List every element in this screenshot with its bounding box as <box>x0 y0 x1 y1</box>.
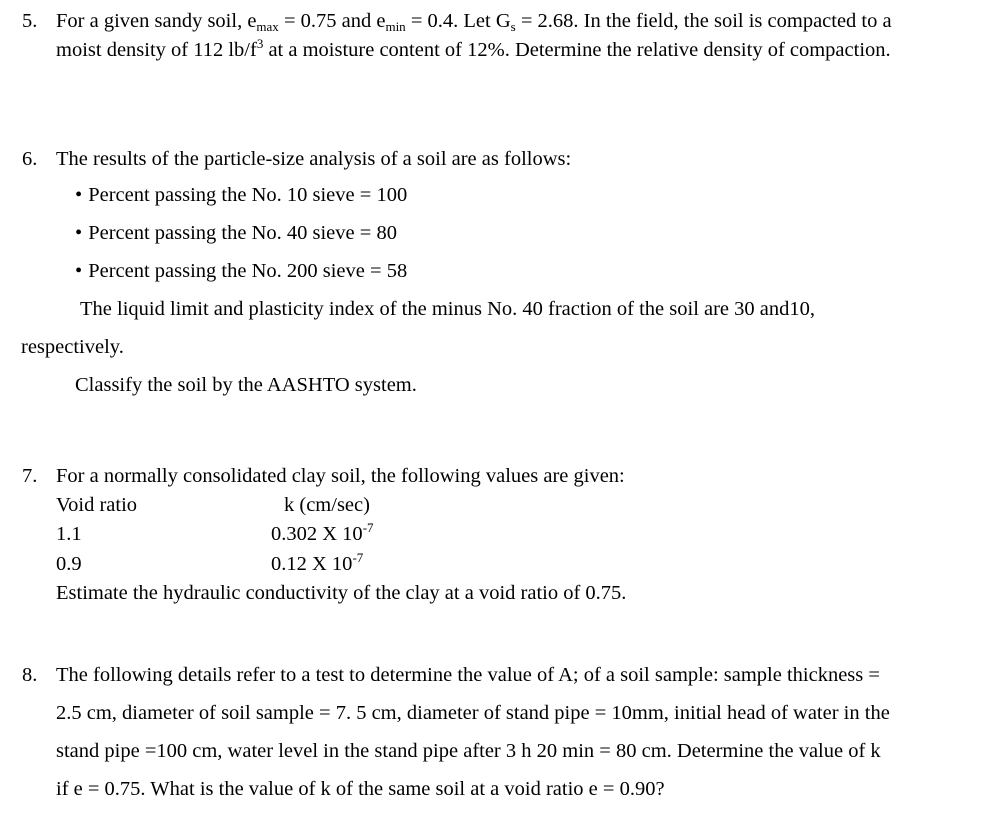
question-text-line: The results of the particle-size analysis of a soil are as follows: <box>56 148 572 170</box>
question-text-line: 2.5 cm, diameter of soil sample = 7. 5 cm, diameter of stand pipe = 10mm, initial head of water in the <box>56 702 890 724</box>
question-text-line: For a given sandy soil, $e_{max} = 0.75$ and $e_{min} = 0.4$. Let $G_s = 2.68$. In the field, the soil is compacted to a <box>56 10 892 34</box>
bullet-icon: • <box>75 184 83 206</box>
list-item: • Percent passing the No. 40 sieve = 80 <box>75 222 397 244</box>
table-header-void-ratio: Void ratio <box>56 494 138 516</box>
question-text-line: moist density of 112 $lb/f^3$ at a moisture content of 12%. Determine the relative density of compaction. <box>56 36 891 61</box>
question-number: 5. <box>22 10 38 32</box>
bullet-icon: • <box>75 260 83 282</box>
table-cell-k: 0.302 X $10^{-7}$ <box>271 520 374 545</box>
table-cell-void-ratio: 1.1 <box>56 523 82 545</box>
question-text-line: respectively. <box>21 336 124 358</box>
question-number: 6. <box>22 148 38 170</box>
list-item: • Percent passing the No. 200 sieve = 58 <box>75 260 408 282</box>
question-text-line: The following details refer to a test to determine the value of A; of a soil sample: sample thickness = <box>56 664 880 686</box>
table-header-k: k (cm/sec) <box>284 494 370 516</box>
question-text-line: stand pipe =100 cm, water level in the stand pipe after 3 h 20 min = 80 cm. Determine the value of k <box>56 740 881 762</box>
list-item: • Percent passing the No. 10 sieve = 100 <box>75 184 408 206</box>
question-text-line: The liquid limit and plasticity index of the minus No. 40 fraction of the soil are 30 and10, <box>80 298 816 320</box>
question-text-line: if e = 0.75. What is the value of k of the same soil at a void ratio e = 0.90? <box>56 778 665 800</box>
bullet-icon: • <box>75 222 83 244</box>
question-text-line: For a normally consolidated clay soil, the following values are given: <box>56 465 625 487</box>
question-number: 8. <box>22 664 38 686</box>
table-cell-k: 0.12 X $10^{-7}$ <box>271 550 364 575</box>
question-number: 7. <box>22 465 38 487</box>
table-cell-void-ratio: 0.9 <box>56 553 82 575</box>
question-text-line: Estimate the hydraulic conductivity of the clay at a void ratio of 0.75. <box>56 582 627 604</box>
question-text-line: Classify the soil by the AASHTO system. <box>75 374 417 396</box>
